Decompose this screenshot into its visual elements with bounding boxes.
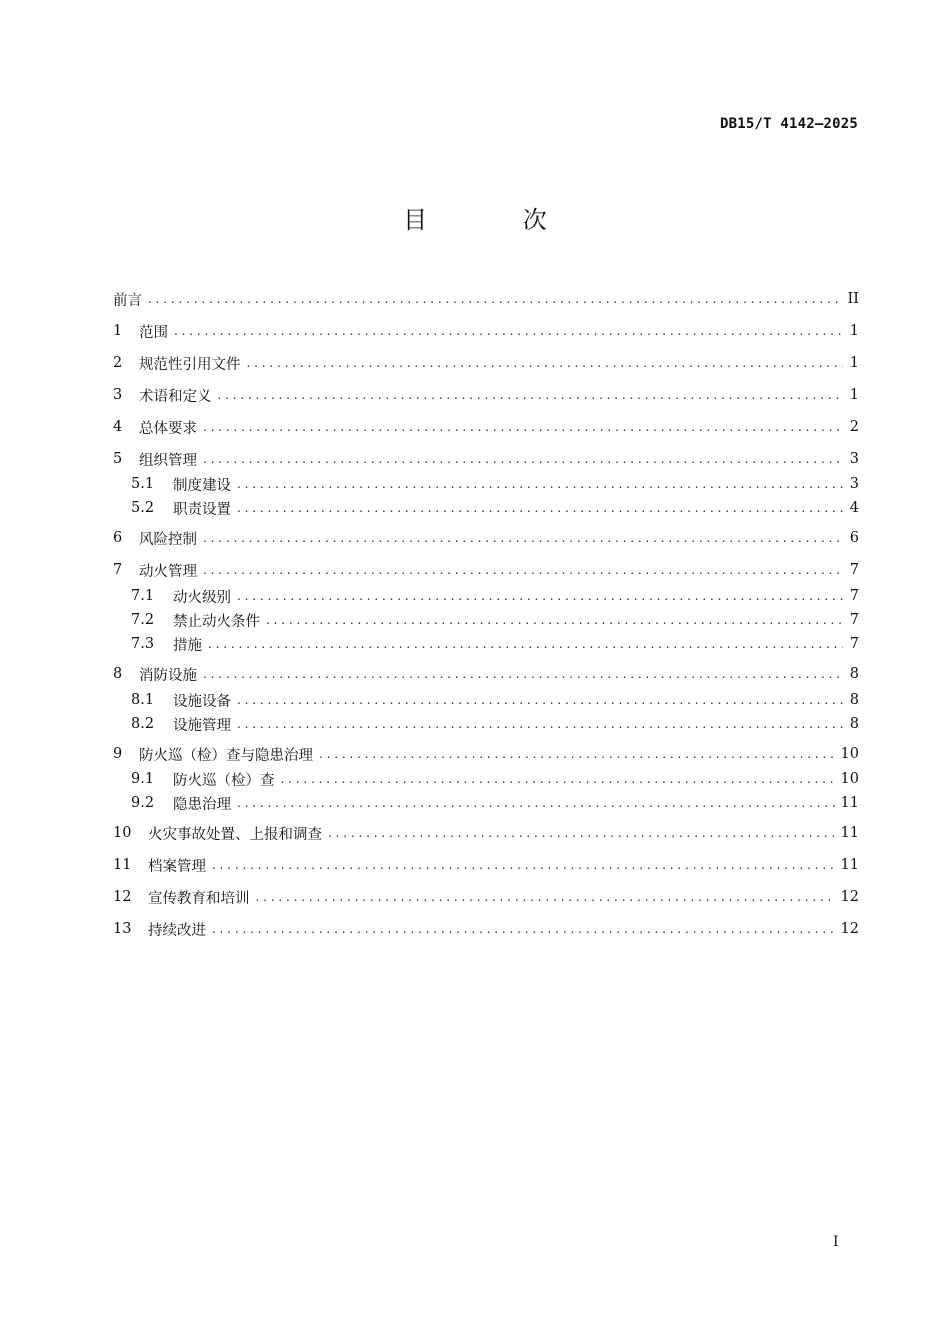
toc-entry[interactable] <box>131 713 859 735</box>
toc-leader-dots <box>237 796 835 810</box>
standard-code: DB15/T 4142—2025 <box>719 116 858 132</box>
toc-entry-number: 7 <box>113 562 123 578</box>
toc-entry-number: 5.2 <box>131 500 155 516</box>
toc-entry-number: 9.1 <box>131 771 155 787</box>
toc-entry-label: 措施 <box>173 637 202 654</box>
toc-entry-page: 8 <box>849 716 859 732</box>
toc-leader-dots <box>247 356 844 370</box>
toc-entry-page: 2 <box>849 419 859 435</box>
toc-entry-number: 7.1 <box>131 588 155 604</box>
toc-entry-number: 5 <box>113 451 123 467</box>
toc-entry-page: 3 <box>849 476 859 492</box>
toc-entry[interactable] <box>113 527 859 549</box>
toc-entry[interactable] <box>113 448 859 470</box>
toc-entry-label: 火灾事故处置、上报和调查 <box>148 826 322 843</box>
toc-entry-page: 12 <box>840 889 859 905</box>
toc-entry[interactable] <box>113 384 859 406</box>
toc-entry-label: 动火管理 <box>139 563 197 580</box>
page-title: 目 次 <box>403 206 591 234</box>
toc-entry[interactable] <box>131 473 859 495</box>
toc-entry[interactable] <box>131 609 859 631</box>
toc-entry-label: 禁止动火条件 <box>173 613 260 630</box>
toc-entry-label: 职责设置 <box>173 501 231 518</box>
toc-leader-dots <box>212 922 835 936</box>
toc-entry-label: 防火巡（检）查与隐患治理 <box>139 747 313 764</box>
toc-leader-dots <box>203 452 843 466</box>
toc-entry-number: 9 <box>113 746 123 762</box>
toc-entry-label: 制度建设 <box>173 477 231 494</box>
toc-entry-number: 13 <box>113 921 132 937</box>
toc-entry-number: 12 <box>113 889 132 905</box>
toc-entry-label: 防火巡（检）查 <box>173 772 275 789</box>
toc-entry-number: 8 <box>113 666 123 682</box>
toc-leader-dots <box>203 420 843 434</box>
toc-entry-label: 设施设备 <box>173 693 231 710</box>
toc-leader-dots <box>256 890 835 904</box>
toc-leader-dots <box>203 667 843 681</box>
toc-entry-number: 4 <box>113 419 123 435</box>
toc-entry-label: 风险控制 <box>139 531 197 548</box>
toc-entry-number: 7.3 <box>131 636 155 652</box>
toc-entry-label: 消防设施 <box>139 667 197 684</box>
toc-leader-dots <box>148 292 842 306</box>
toc-entry-number: 8.2 <box>131 716 155 732</box>
toc-entry-number: 3 <box>113 387 123 403</box>
toc-leader-dots <box>203 563 843 577</box>
toc-entry-label: 前言 <box>113 292 142 309</box>
toc-entry[interactable] <box>113 918 859 940</box>
toc-leader-dots <box>218 388 844 402</box>
toc-entry-number: 6 <box>113 530 123 546</box>
toc-entry-page: 3 <box>849 451 859 467</box>
toc-leader-dots <box>237 501 843 515</box>
toc-entry-label: 档案管理 <box>148 858 206 875</box>
toc-entry[interactable] <box>113 886 859 908</box>
toc-entry-label: 总体要求 <box>139 420 197 437</box>
toc-entry[interactable] <box>113 663 859 685</box>
toc-entry[interactable] <box>131 689 859 711</box>
toc-leader-dots <box>208 637 843 651</box>
toc-leader-dots <box>237 589 843 603</box>
toc-entry-page: 1 <box>849 355 859 371</box>
toc-leader-dots <box>328 826 835 840</box>
toc-leader-dots <box>237 477 843 491</box>
toc-entry-label: 术语和定义 <box>139 388 212 405</box>
toc-leader-dots <box>281 772 835 786</box>
toc-entry-label: 持续改进 <box>148 922 206 939</box>
toc-entry-page: 8 <box>849 692 859 708</box>
toc-entry-page: 7 <box>849 562 859 578</box>
toc-entry-page: 10 <box>840 746 859 762</box>
toc-entry-page: 11 <box>840 857 859 873</box>
toc-entry-page: 7 <box>849 612 859 628</box>
toc-entry-page: 1 <box>849 387 859 403</box>
toc-leader-dots <box>319 747 835 761</box>
toc-entry-label: 范围 <box>139 324 168 341</box>
toc-entry-page: 6 <box>849 530 859 546</box>
toc-entry-number: 1 <box>113 323 123 339</box>
toc-entry-label: 规范性引用文件 <box>139 356 241 373</box>
toc-entry[interactable] <box>131 585 859 607</box>
toc-entry-label: 动火级别 <box>173 589 231 606</box>
toc-entry-page: 1 <box>849 323 859 339</box>
toc-entry-page: 8 <box>849 666 859 682</box>
toc-entry[interactable] <box>131 768 859 790</box>
toc-leader-dots <box>203 531 843 545</box>
toc-entry-page: 11 <box>840 825 859 841</box>
toc-entry[interactable] <box>113 288 859 310</box>
toc-entry[interactable] <box>131 792 859 814</box>
toc-entry-number: 9.2 <box>131 795 155 811</box>
toc-entry-label: 组织管理 <box>139 452 197 469</box>
toc-leader-dots <box>237 693 843 707</box>
toc-entry[interactable] <box>113 822 859 844</box>
toc-leader-dots <box>266 613 843 627</box>
toc-entry[interactable] <box>131 633 859 655</box>
toc-entry-number: 8.1 <box>131 692 155 708</box>
toc-entry[interactable] <box>131 497 859 519</box>
toc-entry-page: 4 <box>849 500 859 516</box>
toc-leader-dots <box>237 717 843 731</box>
toc-entry[interactable] <box>113 416 859 438</box>
toc-entry-page: 11 <box>840 795 859 811</box>
table-of-contents <box>113 0 859 1000</box>
toc-entry-label: 设施管理 <box>173 717 231 734</box>
toc-entry-page: 10 <box>840 771 859 787</box>
toc-entry-page: 12 <box>840 921 859 937</box>
toc-entry[interactable] <box>113 854 859 876</box>
toc-entry-number: 10 <box>113 825 132 841</box>
toc-entry[interactable] <box>113 352 859 374</box>
toc-entry[interactable] <box>113 559 859 581</box>
toc-entry-number: 11 <box>113 857 132 873</box>
toc-entry-page: 7 <box>849 588 859 604</box>
toc-leader-dots <box>212 858 835 872</box>
toc-entry-label: 宣传教育和培训 <box>148 890 250 907</box>
toc-entry[interactable] <box>113 743 859 765</box>
toc-entry-page: II <box>847 291 859 307</box>
toc-entry[interactable] <box>113 320 859 342</box>
toc-entry-label: 隐患治理 <box>173 796 231 813</box>
toc-leader-dots <box>174 324 843 338</box>
toc-entry-page: 7 <box>849 636 859 652</box>
page-number: I <box>833 1234 839 1250</box>
toc-entry-number: 7.2 <box>131 612 155 628</box>
toc-entry-number: 5.1 <box>131 476 155 492</box>
toc-entry-number: 2 <box>113 355 123 371</box>
